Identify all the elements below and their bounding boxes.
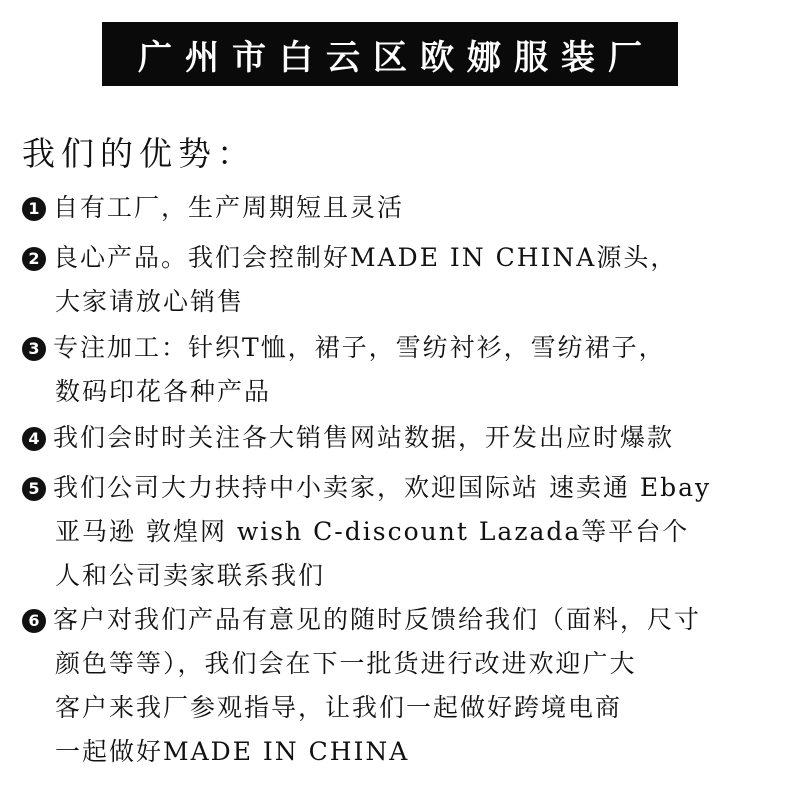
advantage-item-5 <box>22 466 792 598</box>
number-badge-1: 1 <box>22 197 46 221</box>
advantage-line-continued: 客户来我厂参观指导，让我们一起做好跨境电商 <box>55 693 623 722</box>
advantage-line-continued: 人和公司卖家联系我们 <box>55 561 326 590</box>
number-badge-3: 3 <box>22 337 46 361</box>
advantage-item-3 <box>22 326 792 414</box>
advantage-line-continued: 颜色等等），我们会在下一批货进行改进欢迎广大 <box>55 649 637 678</box>
number-badge-4: 4 <box>22 427 46 451</box>
advantage-item-2 <box>22 236 792 324</box>
advantage-line <box>22 598 792 642</box>
advantage-text: 客户对我们产品有意见的随时反馈给我们（面料，尺寸 <box>53 605 702 634</box>
advantage-text: 我们会时时关注各大销售网站数据，开发出应时爆款 <box>53 423 675 452</box>
number-badge-6: 6 <box>22 609 46 633</box>
advantage-line-continued: 一起做好MADE IN CHINA <box>55 737 410 766</box>
advantage-line-continued: 大家请放心销售 <box>55 287 245 316</box>
advantage-line <box>22 326 792 370</box>
advantage-item-4 <box>22 416 792 460</box>
advantages-heading: 我们的优势： <box>22 134 256 173</box>
advantage-text: 专注加工：针织T恤，裙子，雪纺衬衫，雪纺裙子， <box>53 333 666 362</box>
advantage-text: 我们公司大力扶持中小卖家，欢迎国际站 速卖通 Ebay <box>53 473 712 502</box>
advantage-item-1 <box>22 186 792 230</box>
number-badge-2: 2 <box>22 247 46 271</box>
advantage-item-6 <box>22 598 792 774</box>
advantage-line-continued: 数码印花各种产品 <box>55 377 272 406</box>
number-badge-5: 5 <box>22 477 46 501</box>
advantage-line <box>22 466 792 510</box>
advantage-line <box>22 416 792 460</box>
advantage-line <box>22 236 792 280</box>
advantage-text: 良心产品。我们会控制好MADE IN CHINA源头， <box>53 243 678 272</box>
factory-name: 广州市白云区欧娜服装厂 <box>138 37 655 78</box>
factory-name-banner <box>102 22 678 86</box>
advantage-text: 自有工厂，生产周期短且灵活 <box>53 193 405 222</box>
advantage-line <box>22 186 792 230</box>
advantage-line-continued: 亚马逊 敦煌网 wish C-discount Lazada等平台个 <box>55 517 690 546</box>
